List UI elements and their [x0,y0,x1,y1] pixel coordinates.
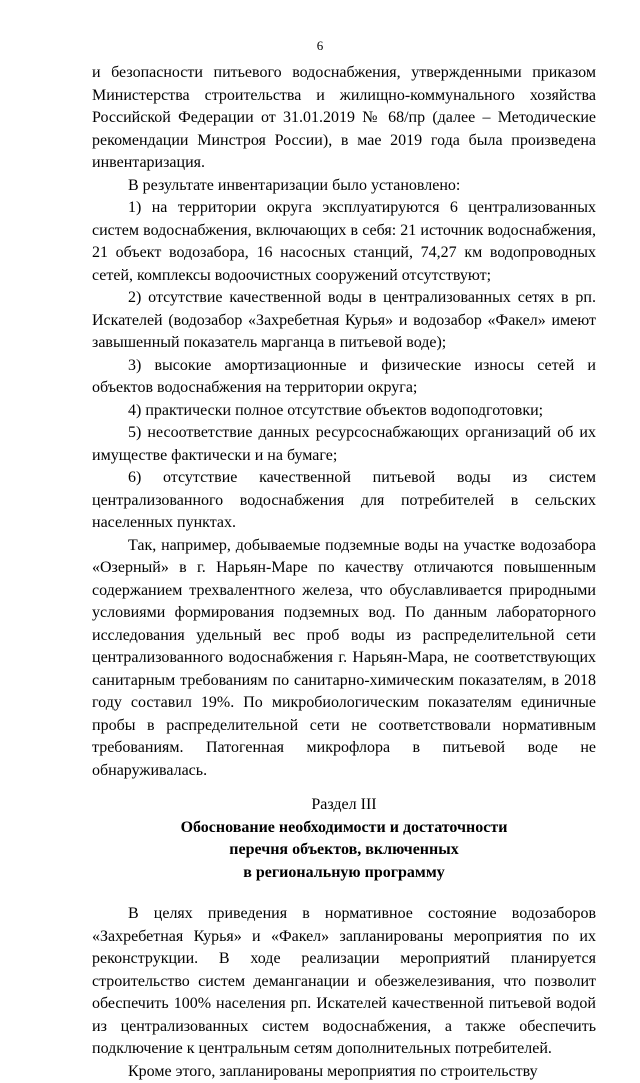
section-title-line: Обоснование необходимости и достаточности [92,817,596,840]
paragraph-construction-continued: Кроме этого, запланированы мероприятия по строительству [92,1061,596,1083]
list-item-6: 6) отсутствие качественной питьевой воды из систем централизованного водоснабжения для потребителей в сельских населенных пунктах. [92,467,596,535]
list-item-5: 5) несоответствие данных ресурсоснабжающих организаций об их имуществе фактически и на бумаге; [92,422,596,467]
paragraph-reconstruction: В целях приведения в нормативное состояние водозаборов «Захребетная Курья» и «Факел» запланированы мероприятия по их реконструкции. В ходе реализации мероприятий планируется строительство систем деманганации и обезжелезивания, что позволит обеспечить 100% населения рп. Искателей качественной питьевой водой из централизованных систем водоснабжения, а также обеспечить подключение к центральным сетям дополнительных потребителей. [92,903,596,1061]
list-item-1: 1) на территории округа эксплуатируются 6 централизованных систем водоснабжения, включающих в себя: 21 источник водоснабжения, 21 объект водозабора, 16 насосных станций, 74,27 км водопроводных сетей, комплексы водоочистных сооружений отсутствуют; [92,197,596,287]
page-content [92,62,596,1083]
list-item-4: 4) практически полное отсутствие объектов водоподготовки; [92,400,596,423]
section-label: Раздел III [92,794,596,817]
section-title [92,817,596,885]
section-title-line: в региональную программу [92,862,596,885]
paragraph-intro-continuation: и безопасности питьевого водоснабжения, утвержденными приказом Министерства строительства и жилищно-коммунального хозяйства Российской Федерации от 31.01.2019 № 68/пр (далее – Методические рекомендации Минстроя России), в мае 2019 года была произведена инвентаризация. [92,62,596,175]
list-item-3: 3) высокие амортизационные и физические износы сетей и объектов водоснабжения на территории округа; [92,355,596,400]
paragraph-inventory-lead: В результате инвентаризации было установлено: [92,175,596,198]
page-number: 6 [0,38,640,54]
list-item-2: 2) отсутствие качественной воды в централизованных сетях в рп. Искателей (водозабор «Захребетная Курья» и водозабор «Факел» имеют завышенный показатель марганца в питьевой воде); [92,287,596,355]
section-title-line: перечня объектов, включенных [92,839,596,862]
paragraph-water-quality: Так, например, добываемые подземные воды на участке водозабора «Озерный» в г. Нарьян-Маре по качеству отличаются повышенным содержанием трехвалентного железа, что обуславливается природными условиями формирования подземных вод. По данным лабораторного исследования удельный вес проб воды из распределительной сети централизованного водоснабжения г. Нарьян-Мара, не соответствующих санитарным требованиям по санитарно-химическим показателям, в 2018 году составил 19%. По микробиологическим показателям единичные пробы в распределительной сети не соответствовали нормативным требованиям. Патогенная микрофлора в питьевой воде не обнаруживалась. [92,535,596,783]
